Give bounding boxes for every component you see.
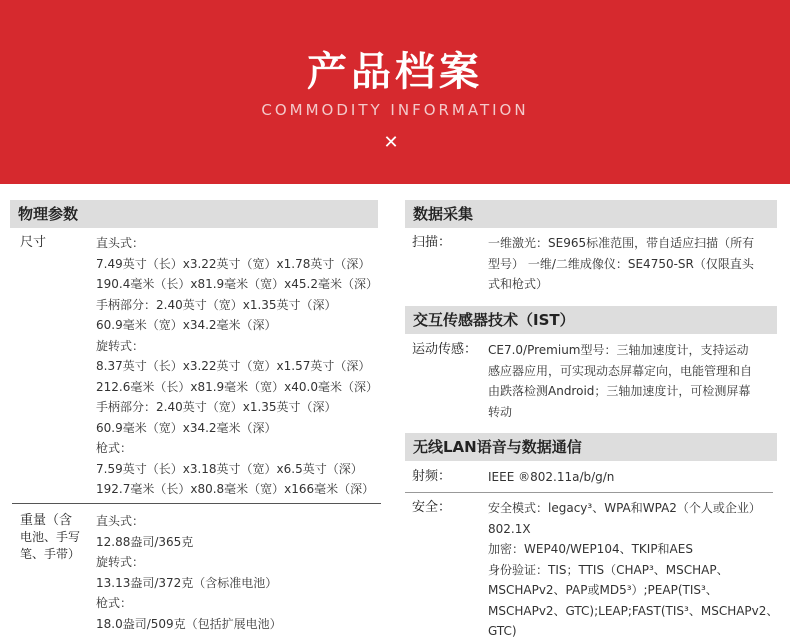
weight-line: 18.0盎司/509克（包括扩展电池） <box>96 616 282 631</box>
weight-label <box>20 512 80 563</box>
size-line: 旋转式： <box>96 338 145 353</box>
weight-label-line: 电池、手写 <box>20 530 81 544</box>
size-values <box>96 233 378 500</box>
scan-line: 型号） 一维/二维成像仪：SE4750-SR（仅限直头 <box>488 256 754 271</box>
weight-line: 旋转式： <box>96 555 145 569</box>
size-line: 190.4毫米（长）x81.9毫米（宽）x45.2毫米（深） <box>96 277 378 291</box>
section-data-capture: 数据采集 <box>405 200 777 228</box>
motion-line: CE7.0/Premium型号：三轴加速度计，支持运动 <box>488 343 749 357</box>
scan-values <box>488 233 754 295</box>
security-values <box>488 498 778 642</box>
section-physical-params: 物理参数 <box>10 200 378 228</box>
weight-line: 直头式： <box>96 514 145 528</box>
motion-line: 由跌落检测Android；三轴加速度计，可检测屏幕 <box>488 384 751 398</box>
weight-label-line: 笔、手带） <box>20 547 81 561</box>
divider <box>12 503 381 504</box>
weight-line: 12.88盎司/365克 <box>96 534 194 549</box>
security-line: 身份验证：TIS；TTIS（CHAP³、MSCHAP、 <box>488 562 729 577</box>
security-line: 802.1X <box>488 521 531 536</box>
motion-line: 转动 <box>488 404 513 419</box>
page-subtitle: COMMODITY INFORMATION <box>261 101 529 119</box>
weight-line: 13.13盎司/372克（含标准电池） <box>96 575 278 590</box>
scan-line: 式和枪式） <box>488 277 549 291</box>
weight-values <box>96 511 282 634</box>
radio-label: 射频： <box>412 469 452 484</box>
size-line: 7.59英寸（长）x3.18英寸（宽）x6.5英寸（深） <box>96 461 363 476</box>
scan-line: 一维激光：SE965标准范围，带自适应扫描（所有 <box>488 236 755 250</box>
divider <box>405 492 773 493</box>
size-line: 枪式： <box>96 441 133 455</box>
size-line: 直头式： <box>96 236 145 250</box>
section-ist: 交互传感器技术（IST） <box>405 306 777 334</box>
size-label: 尺寸 <box>20 235 47 250</box>
security-line: 安全模式：legacy³、WPA和WPA2（个人或企业） <box>488 501 761 515</box>
weight-line: 枪式： <box>96 596 133 610</box>
size-line: 60.9毫米（宽）x34.2毫米（深） <box>96 420 277 435</box>
motion-line: 感应器应用，可实现动态屏幕定向，电能管理和自 <box>488 363 753 378</box>
motion-values <box>488 340 752 422</box>
size-line: 212.6毫米（长）x81.9毫米（宽）x40.0毫米（深） <box>96 379 378 394</box>
security-line: GTC) <box>488 624 517 638</box>
security-label: 安全： <box>412 500 452 515</box>
weight-label-line: 重量（含 <box>20 513 73 528</box>
size-line: 8.37英寸（长）x3.22英寸（宽）x1.57英寸（深） <box>96 359 371 373</box>
page-title: 产品档案 <box>307 49 483 95</box>
size-line: 7.49英寸（长）x3.22英寸（宽）x1.78英寸（深） <box>96 256 371 271</box>
size-line: 192.7毫米（长）x80.8毫米（宽）x166毫米（深） <box>96 482 375 496</box>
security-line: 加密：WEP40/WEP104、TKIP和AES <box>488 542 693 556</box>
size-line: 60.9毫米（宽）x34.2毫米（深） <box>96 318 277 332</box>
size-line: 手柄部分：2.40英寸（宽）x1.35英寸（深） <box>96 297 337 312</box>
motion-label: 运动传感： <box>412 342 478 357</box>
security-line: MSCHAPv2、PAP或MD5³）;PEAP(TIS³、 <box>488 583 718 597</box>
cross-icon: ✕ <box>383 132 399 153</box>
scan-label: 扫描： <box>412 235 452 250</box>
section-wlan: 无线LAN语音与数据通信 <box>405 433 777 461</box>
size-line: 手柄部分：2.40英寸（宽）x1.35英寸（深） <box>96 400 337 414</box>
radio-value: IEEE ®802.11a/b/g/n <box>488 470 615 484</box>
header-banner <box>0 0 790 184</box>
security-line: MSCHAPv2、GTC);LEAP;FAST(TIS³、MSCHAPv2、 <box>488 603 779 618</box>
